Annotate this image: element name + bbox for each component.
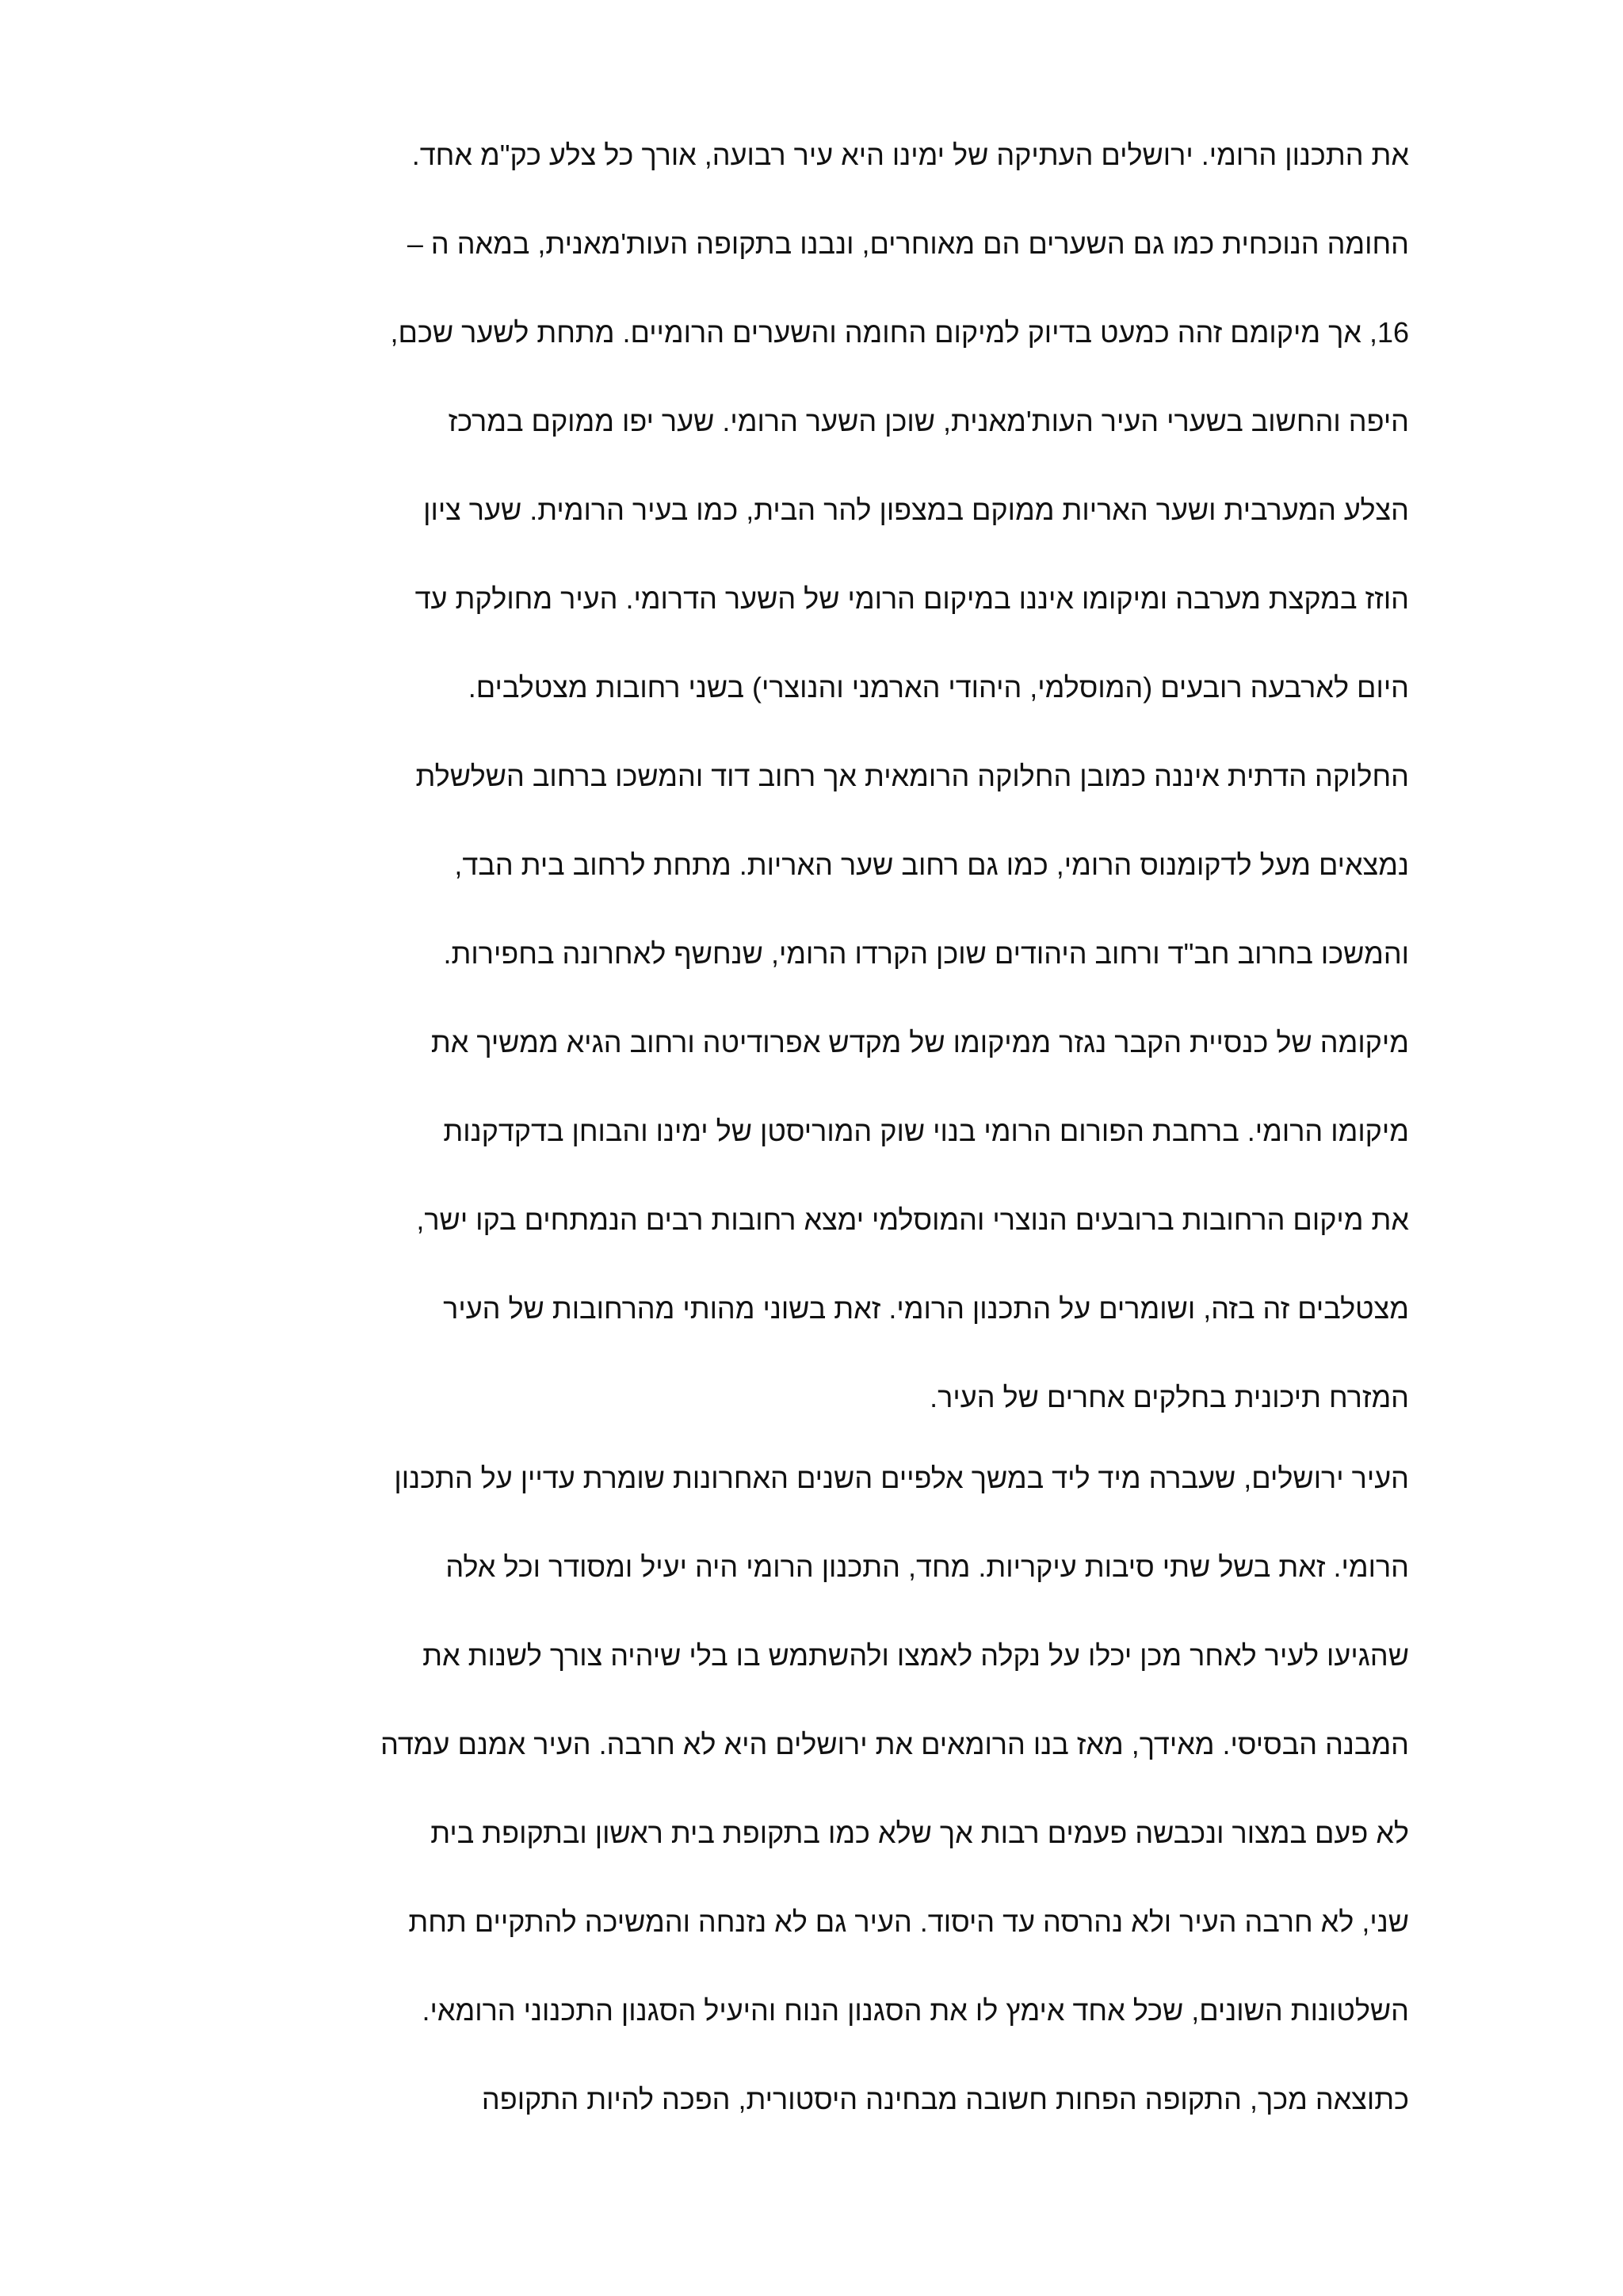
paragraph-line: היום לארבעה רובעים (המוסלמי, היהודי הארמני והנוצרי) בשני רחובות מצטלבים. — [468, 671, 1409, 704]
paragraph-line: העיר ירושלים, שעברה מיד ליד במשך אלפיים השנים האחרונות שומרת עדיין על התכנון — [394, 1462, 1409, 1494]
paragraph-roman-planning — [214, 111, 1409, 1442]
paragraph-line: את התכנון הרומי. ירושלים העתיקה של ימינו היא עיר רבועה, אורך כל צלע כק"מ אחד. — [411, 139, 1409, 171]
paragraph-line: שני, לא חרבה העיר ולא נהרסה עד היסוד. העיר גם לא נזנחה והמשיכה להתקיים תחת — [408, 1905, 1409, 1938]
paragraph-line: 16, אך מיקומם זהה כמעט בדיוק למיקום החומה והשערים הרומיים. מתחת לשער שכם, — [390, 316, 1409, 349]
paragraph-line: הוזז במקצת מערבה ומיקומו איננו במיקום הרומי של השער הדרומי. העיר מחולקת עד — [414, 582, 1409, 615]
paragraph-line: נמצאים מעל לדקומנוס הרומי, כמו גם רחוב שער האריות. מתחת לרחוב בית הבד, — [454, 849, 1409, 881]
paragraph-line: החומה הנוכחית כמו גם השערים הם מאוחרים, ונבנו בתקופה העות'מאנית, במאה ה – — [407, 227, 1409, 260]
paragraph-line: מיקומה של כנסיית הקבר נגזר ממיקומו של מקדש אפרודיטה ורחוב הגיא ממשיך את — [430, 1026, 1409, 1058]
paragraph-line: לא פעם במצור ונכבשה פעמים רבות אך שלא כמו בתקופת בית ראשון ובתקופת בית — [430, 1817, 1409, 1849]
paragraph-line: את מיקום הרחובות ברובעים הנוצרי והמוסלמי ימצא רחובות רבים הנמתחים בקו ישר, — [416, 1203, 1409, 1236]
paragraph-line: הרומי. זאת בשל שתי סיבות עיקריות. מחד, התכנון הרומי היה יעיל ומסודר וכל אלה — [445, 1550, 1409, 1583]
paragraph-line: הצלע המערבית ושער האריות ממוקם במצפון להר הבית, כמו בעיר הרומית. שער ציון — [423, 494, 1409, 526]
paragraph-line: החלוקה הדתית איננה כמובן החלוקה הרומאית אך רחוב דוד והמשכו ברחוב השלשלת — [415, 760, 1409, 792]
paragraph-line: מיקומו הרומי. ברחבת הפורום הרומי בנוי שוק המוריסטן של ימינו והבוחן בדקדקנות — [443, 1115, 1409, 1147]
paragraph-line: שהגיעו לעיר לאחר מכן יכלו על נקלה לאמצו ולהשתמש בו בלי שיהיה צורך לשנות את — [422, 1639, 1409, 1672]
paragraph-line: היפה והחשוב בשערי העיר העות'מאנית, שוכן השער הרומי. שער יפו ממוקם במרכז — [448, 405, 1409, 437]
paragraph-line: והמשכו בחרוב חב"ד ורחוב היהודים שוכן הקרדו הרומי, שנחשף לאחרונה בחפירות. — [443, 937, 1409, 970]
paragraph-line: המבנה הבסיסי. מאידך, מאז בנו הרומאים את ירושלים היא לא חרבה. העיר אמנם עמדה — [380, 1728, 1409, 1760]
paragraph-line: השלטונות השונים, שכל אחד אימץ לו את הסגנון הנוח והיעיל הסגנון התכנוני הרומאי. — [422, 1994, 1409, 2027]
paragraph-jerusalem-preservation — [214, 1434, 1409, 2144]
paragraph-line: כתוצאה מכך, התקופה הפחות חשובה מבחינה היסטורית, הפכה להיות התקופה — [481, 2083, 1409, 2115]
paragraph-line: מצטלבים זה בזה, ושומרים על התכנון הרומי. זאת בשוני מהותי מהרחובות של העיר — [443, 1292, 1409, 1325]
paragraph-line: המזרח תיכונית בחלקים אחרים של העיר. — [930, 1381, 1409, 1413]
